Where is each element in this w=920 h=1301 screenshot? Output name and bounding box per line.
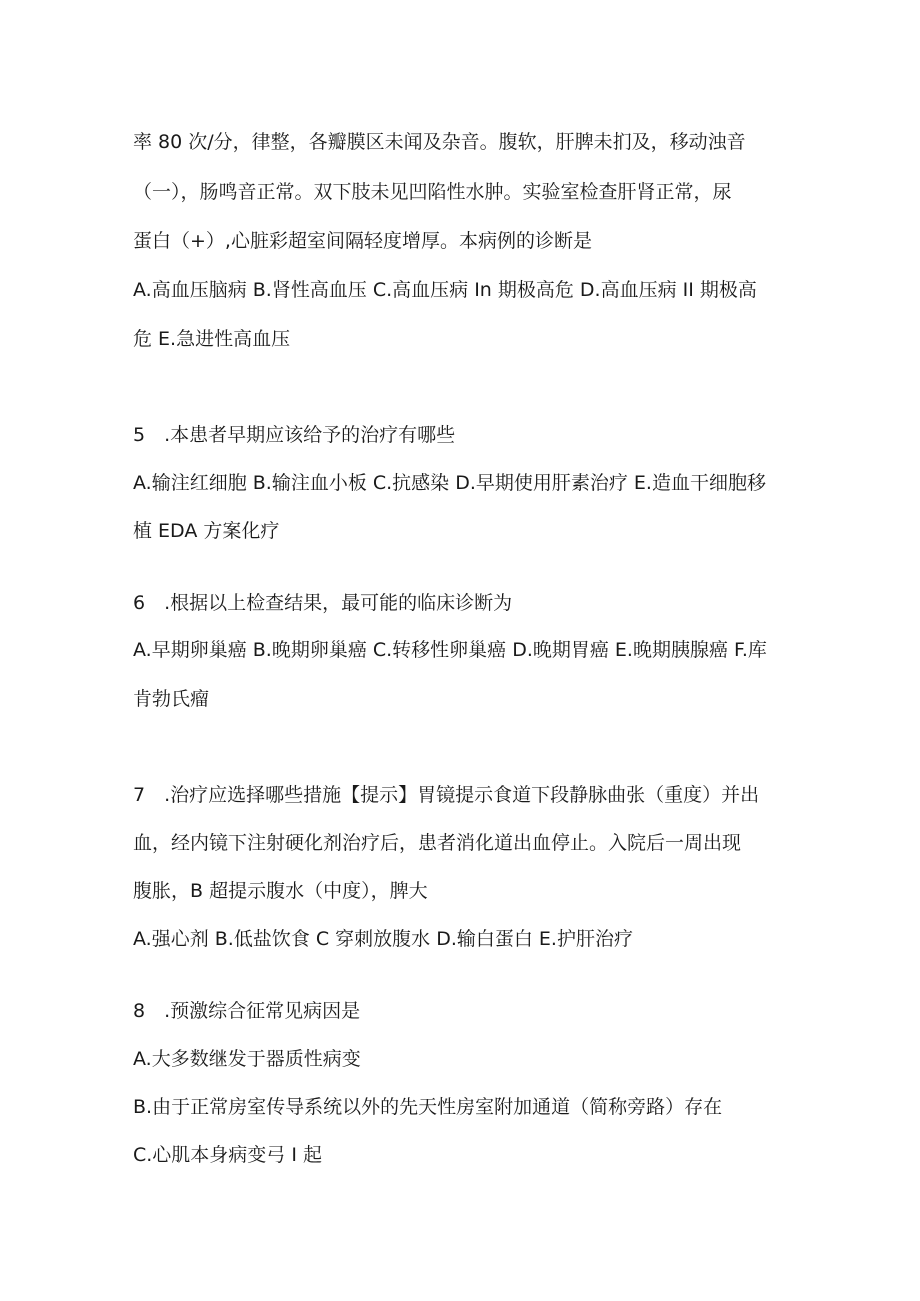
q8-stem: 8 .预激综合征常见病因是 bbox=[133, 1000, 361, 1022]
q4-options-line-1: A.高血压脑病 B.肾性高血压 C.高血压病 In 期极高危 D.高血压病 II 期极高 bbox=[133, 279, 757, 301]
q4-stem-line-3: 蛋白（+）,心脏彩超室间隔轻度增厚。本病例的诊断是 bbox=[133, 230, 592, 252]
q5-options-line-2: 植 EDA 方案化疗 bbox=[133, 520, 280, 542]
q8-option-b: B.由于正常房室传导系统以外的先天性房室附加通道（简称旁路）存在 bbox=[133, 1096, 723, 1118]
q6-stem: 6 .根据以上检查结果，最可能的临床诊断为 bbox=[133, 592, 513, 614]
q8-option-c: C.心肌本身病变弓 I 起 bbox=[133, 1144, 322, 1166]
q7-options-line-1: A.强心剂 B.低盐饮食 C 穿刺放腹水 D.输白蛋白 E.护肝治疗 bbox=[133, 928, 633, 950]
q7-stem-line-2: 血，经内镜下注射硬化剂治疗后，患者消化道出血停止。入院后一周出现 bbox=[133, 832, 742, 854]
q5-options-line-1: A.输注红细胞 B.输注血小板 C.抗感染 D.早期使用肝素治疗 E.造血干细胞移 bbox=[133, 472, 766, 494]
q6-options-line-2: 肯勃氏瘤 bbox=[133, 688, 210, 710]
q7-stem-line-3: 腹胀，B 超提示腹水（中度），脾大 bbox=[133, 880, 428, 902]
q7-stem-line-1: 7 .治疗应选择哪些措施【提示】胃镜提示食道下段静脉曲张（重度）并出 bbox=[133, 784, 760, 806]
q4-options-line-2: 危 E.急进性高血压 bbox=[133, 328, 291, 350]
q8-option-a: A.大多数继发于器质性病变 bbox=[133, 1048, 361, 1070]
q6-options-line-1: A.早期卵巢癌 B.晚期卵巢癌 C.转移性卵巢癌 D.晚期胃癌 E.晚期胰腺癌 F.库 bbox=[133, 639, 767, 661]
q5-stem: 5 .本患者早期应该给予的治疗有哪些 bbox=[133, 424, 456, 446]
q4-stem-line-1: 率 80 次/分，律整，各瓣膜区未闻及杂音。腹软，肝脾未扪及，移动浊音 bbox=[133, 131, 746, 153]
q4-stem-line-2: （一），肠鸣音正常。双下肢未见凹陷性水肿。实验室检查肝肾正常，尿 bbox=[133, 181, 732, 203]
